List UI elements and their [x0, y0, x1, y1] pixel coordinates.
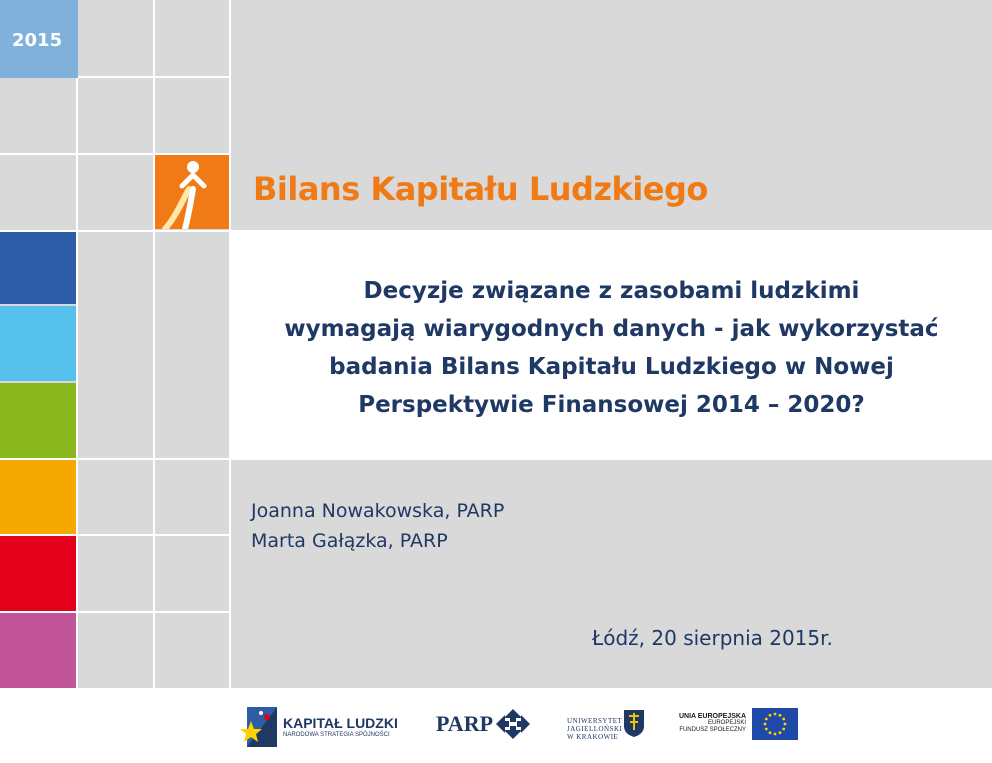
tile-amber	[0, 460, 76, 534]
tile-red	[0, 536, 76, 611]
authors-panel	[231, 460, 992, 688]
grid-line	[76, 0, 78, 688]
grid-line	[0, 611, 231, 613]
grid-line	[0, 534, 231, 536]
person-arrow-icon	[155, 155, 229, 229]
subtitle	[231, 272, 992, 424]
kapital-ludzki-title: KAPITAŁ LUDZKI	[283, 715, 398, 731]
place-date: Łódź, 20 sierpnia 2015r.	[592, 626, 833, 650]
subtitle-line: Decyzje związane z zasobami ludzkimi	[363, 278, 860, 304]
page-title: Bilans Kapitału Ludzkiego	[253, 170, 708, 208]
ue-line: FUNDUSZ SPOŁECZNY	[679, 727, 746, 733]
eu-flag-icon	[752, 708, 798, 740]
tile-green	[0, 383, 76, 458]
subtitle-line: wymagają wiarygodnych danych - jak wykorzystać	[284, 316, 939, 342]
year-label: 2015	[12, 30, 63, 51]
kapital-ludzki-logo	[283, 715, 398, 738]
uj-logo	[567, 717, 622, 741]
kapital-ludzki-subtitle: NARODOWA STRATEGIA SPÓJNOŚCI	[283, 732, 390, 738]
tile-cyan	[0, 306, 76, 381]
ue-title: UNIA EUROPEJSKA	[678, 713, 746, 720]
uj-line: JAGIELLOŃSKI	[567, 725, 623, 733]
subtitle-line: badania Bilans Kapitału Ludzkiego w Nowej	[329, 354, 894, 380]
authors	[251, 496, 504, 556]
subtitle-line: Perspektywie Finansowej 2014 – 2020?	[358, 392, 865, 418]
uj-crest-icon	[623, 708, 645, 738]
tile-magenta	[0, 613, 76, 688]
ue-logo	[676, 713, 746, 734]
bkl-logo	[155, 155, 229, 229]
uj-line: W KRAKOWIE	[567, 733, 619, 741]
ue-line: EUROPEJSKI	[707, 720, 746, 726]
parp-logo: PARP	[436, 711, 494, 736]
uj-line: UNIWERSYTET	[567, 717, 623, 725]
author-name: Marta Gałązka, PARP	[251, 530, 448, 552]
tile-dark-blue	[0, 232, 76, 304]
grid-line	[153, 0, 155, 688]
author-name: Joanna Nowakowska, PARP	[251, 500, 505, 522]
parp-arrows-icon	[496, 709, 530, 739]
kapital-ludzki-logo-icon	[237, 703, 279, 753]
year-badge	[0, 0, 78, 78]
